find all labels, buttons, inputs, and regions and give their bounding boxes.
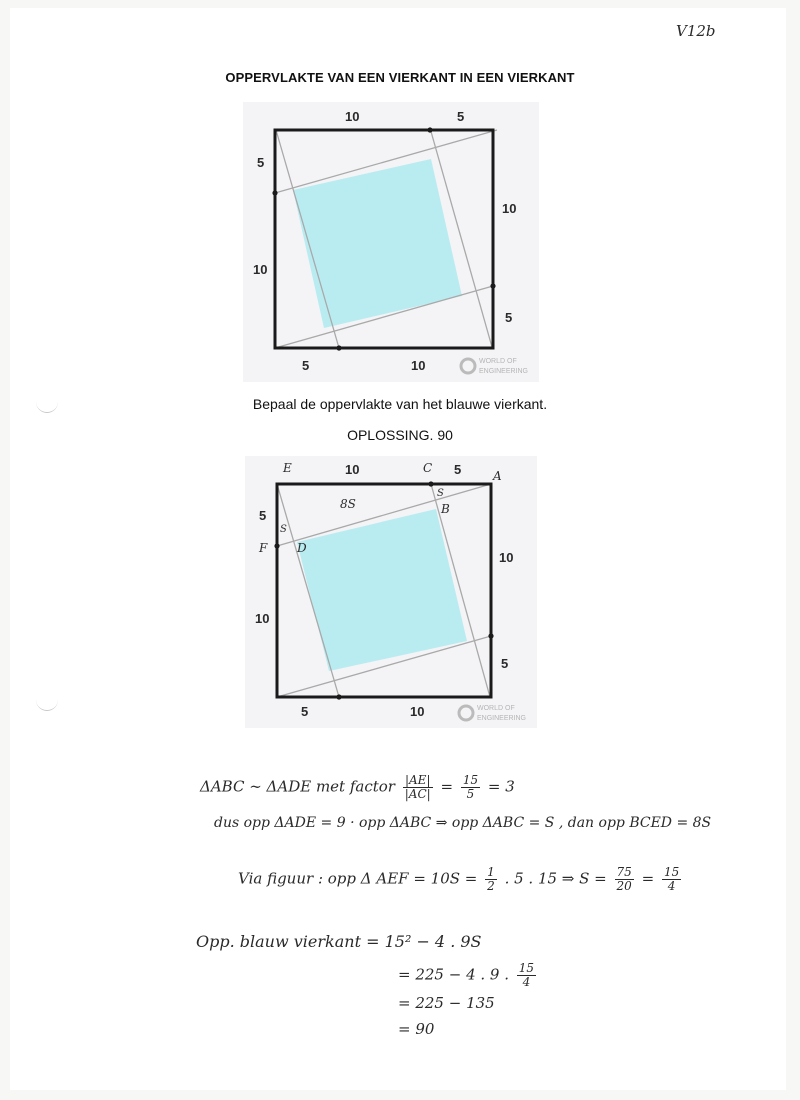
length-label: 10 [345, 462, 360, 477]
question-text: Bepaal de oppervlakte van het blauwe vierkant. [252, 396, 548, 412]
fraction-numerator: 15 [462, 773, 479, 787]
solution-figure-svg [245, 456, 537, 728]
division-point [488, 633, 493, 638]
puzzle-figure-svg [243, 102, 539, 382]
fraction-denominator: 4 [667, 879, 676, 893]
solution-text: Via figuur : opp Δ AEF = 10S = [238, 869, 483, 888]
fraction-denominator: 5 [466, 787, 475, 801]
solution-line-4: Opp. blauw vierkant = 15² − 4 . 9S [196, 932, 482, 951]
fraction-denominator: 20 [616, 879, 632, 893]
solution-text: = 225 − 4 . 9 . [398, 965, 509, 984]
page-title: OPPERVLAKTE VAN EEN VIERKANT IN EEN VIERKANT [225, 70, 575, 85]
solution-line-3 [238, 866, 684, 893]
point-label: C [423, 461, 433, 475]
solution-text: = 3 [487, 777, 515, 796]
length-label: 5 [259, 508, 267, 523]
length-label: 5 [505, 310, 513, 325]
division-point [274, 543, 279, 548]
division-point [336, 694, 341, 699]
division-point [336, 345, 341, 350]
length-label: 10 [255, 611, 270, 626]
area-label: S [437, 488, 444, 499]
solution-text: = [641, 869, 655, 888]
division-point [428, 481, 433, 486]
solution-figure [245, 456, 537, 728]
fraction [403, 774, 433, 801]
solution-line-6: = 225 − 135 [398, 994, 495, 1012]
fraction [662, 866, 681, 893]
fraction-denominator: |AC| [404, 787, 431, 801]
length-label: 5 [454, 462, 462, 477]
watermark-text: ENGINEERING [477, 715, 527, 722]
solution-line-2: dus opp ΔADE = 9 · opp ΔABC ⇒ opp ΔABC = S , dan opp BCED = 8S [214, 815, 712, 831]
solution-text: ΔABC ∼ ΔADE met factor [200, 777, 395, 796]
point-label: F [259, 541, 268, 555]
length-label: 10 [499, 550, 514, 565]
fraction [615, 866, 634, 893]
length-label: 5 [257, 155, 265, 170]
watermark-text: ENGINEERING [479, 368, 529, 375]
fraction-numerator: 15 [518, 961, 535, 975]
length-label: 10 [345, 109, 360, 124]
solution-line-7: = 90 [398, 1020, 435, 1038]
length-label: 5 [501, 656, 509, 671]
area-label: S [280, 524, 287, 535]
fraction-denominator: 2 [487, 879, 495, 893]
puzzle-figure [243, 102, 539, 382]
watermark-text: WORLD OF [477, 705, 515, 712]
fraction [517, 962, 536, 989]
point-label: A [493, 469, 502, 483]
solution-line-5 [398, 962, 539, 989]
division-point [272, 190, 277, 195]
fraction-numerator: 15 [663, 865, 680, 879]
area-label: 8S [340, 497, 356, 511]
fraction-numerator: 1 [487, 865, 495, 879]
solution-text: . 5 . 15 ⇒ S = [504, 869, 612, 888]
fraction-denominator: 4 [522, 975, 531, 989]
fraction-numerator: 75 [616, 865, 632, 879]
point-label: D [297, 541, 307, 555]
length-label: 10 [411, 358, 426, 373]
fraction [485, 866, 497, 893]
answer-text: OPLOSSING. 90 [347, 427, 453, 443]
length-label: 10 [502, 201, 517, 216]
division-point [490, 283, 495, 288]
length-label: 5 [301, 704, 309, 719]
solution-text: = [440, 777, 454, 796]
length-label: 10 [253, 262, 268, 277]
fraction-numerator: |AE| [403, 774, 433, 788]
length-label: 5 [457, 109, 465, 124]
solution-line-1 [200, 774, 515, 801]
fraction [461, 774, 480, 801]
point-label: B [441, 502, 450, 516]
point-label: E [283, 461, 292, 475]
length-label: 5 [302, 358, 310, 373]
length-label: 10 [410, 704, 425, 719]
page-code: V12b [676, 22, 716, 40]
division-point [427, 127, 432, 132]
watermark-text: WORLD OF [479, 358, 517, 365]
